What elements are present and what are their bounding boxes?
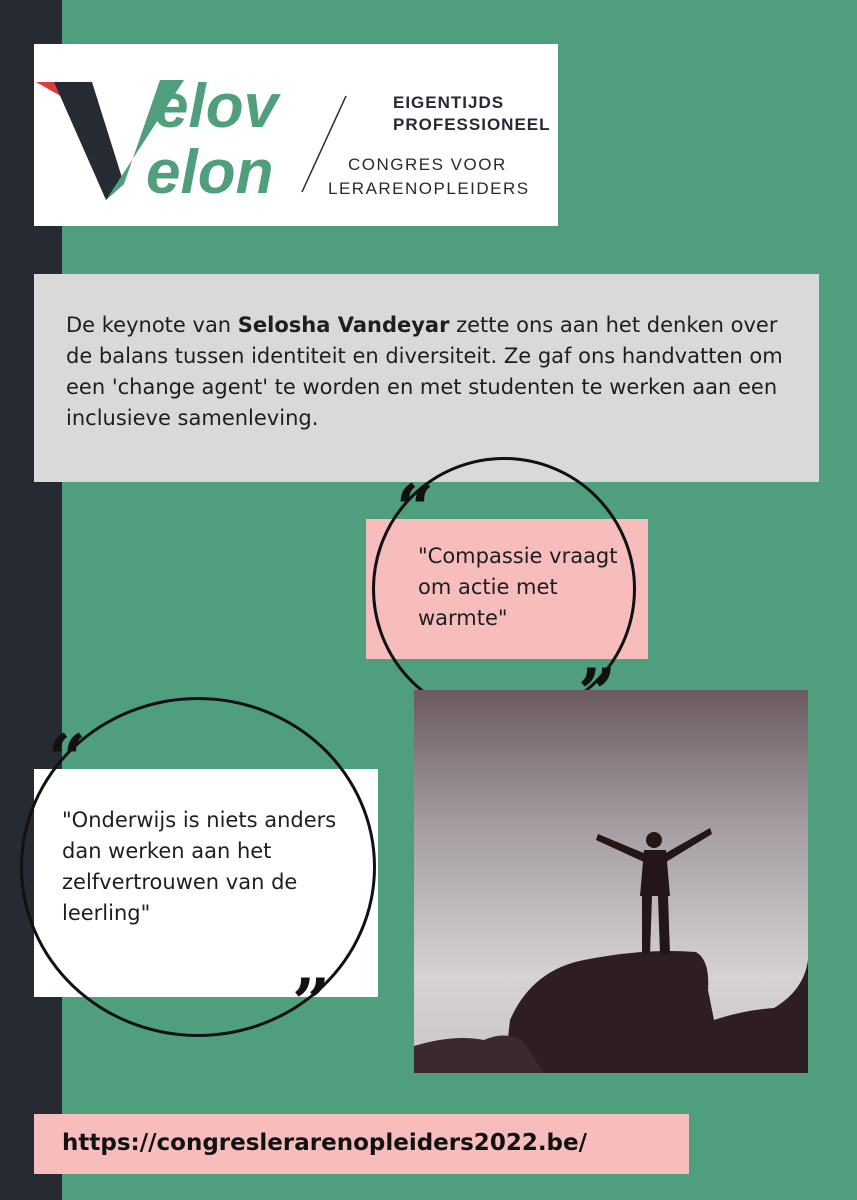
intro-prefix: De keynote van bbox=[66, 313, 238, 337]
logo-wordmark-top: elov bbox=[154, 72, 279, 141]
logo-card bbox=[34, 44, 558, 226]
quote-text-onderwijs: "Onderwijs is niets anders dan werken aan het zelfvertrouwen van de leerling" bbox=[62, 808, 337, 925]
quote-text-compassie: "Compassie vraagt om actie met warmte" bbox=[418, 544, 618, 630]
speaker-name: Selosha Vandeyar bbox=[237, 313, 450, 337]
logo-tagline-4: LERARENOPLEIDERS bbox=[328, 179, 530, 198]
logo-dark-v bbox=[54, 82, 124, 200]
open-quote-icon: “ bbox=[48, 720, 86, 798]
website-link-box[interactable] bbox=[34, 1114, 689, 1174]
close-quote-icon: ” bbox=[292, 964, 330, 1042]
open-quote-icon: “ bbox=[396, 470, 434, 548]
website-link[interactable]: https://congreslerarenopleiders2022.be/ bbox=[62, 1130, 588, 1156]
logo-tagline-1: EIGENTIJDS bbox=[393, 93, 505, 112]
intro-paragraph bbox=[66, 310, 796, 434]
silhouette-photo bbox=[414, 690, 808, 1073]
logo-wordmark-bottom: elon bbox=[146, 138, 274, 207]
logo-tagline-2: PROFESSIONEEL bbox=[393, 115, 551, 134]
intro-text-box bbox=[34, 274, 819, 482]
intro-suffix: zette ons aan het denken over de balans tussen identiteit en diversiteit. Ze gaf ons handvatten om een 'change agent' te worden en met studenten te werken aan een inclusieve samenleving. bbox=[66, 313, 783, 430]
logo-tagline-3: CONGRES VOOR bbox=[348, 155, 507, 174]
